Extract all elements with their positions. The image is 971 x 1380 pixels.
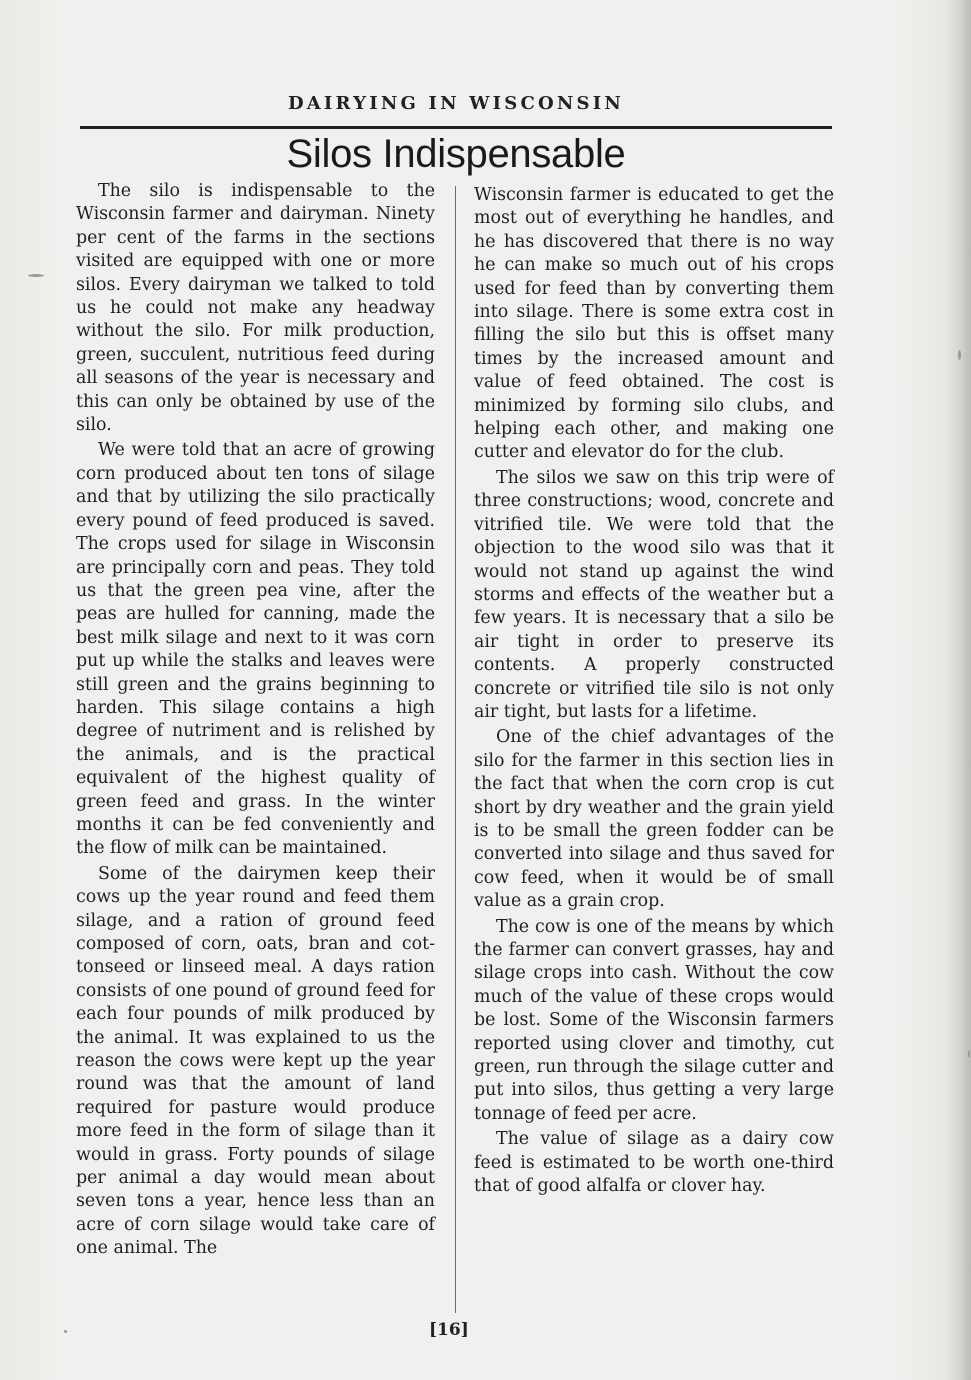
right-column xyxy=(474,184,834,1200)
paragraph: One of the chief advantages of the silo for the farmer in this section lies in the fact that when the corn crop is cut short by dry weather and the grain yield is to be small the green fodder can be converted into silage and thus saved for cow feed, when it would be of small value as a grain crop. xyxy=(474,727,834,912)
column-divider xyxy=(455,186,456,1313)
paragraph: The silos we saw on this trip were of three constructions; wood, concrete and vitrified tile. We were told that the objection to the wood silo was that it would not stand up against the wind storms and effects of the weather but a few years. It is necessary that a silo be air tight in order to preserve its contents. A properly constructed concrete or vitrified tile silo is not only air tight, but lasts for a lifetime. xyxy=(474,467,834,722)
paper-speck xyxy=(64,1330,67,1333)
paragraph: The value of silage as a dairy cow feed is estimated to be worth one-third that of good alfalfa or clover hay. xyxy=(474,1129,834,1197)
paragraph: We were told that an acre of growing corn produced about ten tons of silage and that by utilizing the silo practically every pound of feed produced is saved. The crops used for silage in Wisconsin are principally corn and peas. They told us that the green pea vine, after the peas are hulled for canning, made the best milk silage and next to it was corn put up while the stalks and leaves were still green and the grains beginning to harden. This silage contains a high degree of nutriment and is relished by the animals, and is the practical equivalent of the highest quality of green feed and grass. In the winter months it can be fed conveniently and the flow of milk can be maintained. xyxy=(76,440,435,859)
running-head: DAIRYING IN WISCONSIN xyxy=(287,93,625,114)
paper-speck xyxy=(968,1050,970,1058)
article-title: Silos Indispensable xyxy=(286,132,626,176)
paper-speck xyxy=(28,274,44,277)
paragraph: Some of the dairymen keep their cows up the year round and feed them silage, and a ration of ground feed composed of corn, oats, bran and cottonseed or linseed meal. A days ration consists of one pound of ground feed for each four pounds of milk produced by the animal. It was explained to us the reason the cows were kept up the year round was that the amount of land required for pasture would produce more feed in the form of silage than it would in grass. Forty pounds of silage per animal a day would mean about seven tons a year, hence less than an acre of corn silage would take care of one animal. The xyxy=(76,863,435,1259)
header-rule xyxy=(80,126,832,129)
paragraph: The silo is indispensable to the Wisconsin farmer and dairyman. Ninety per cent of the farms in the sections visited are equipped with one or more silos. Every dairyman we talked to told us he could not make any headway without the silo. For milk production, green, succulent, nutritious feed during all seasons of the year is necessary and this can only be obtained by use of the silo. xyxy=(76,181,435,436)
paragraph: Wisconsin farmer is educated to get the most out of everything he handles, and he has discovered that there is no way he can make so much out of his crops used for feed than by converting them into silage. There is some extra cost in filling the silo but this is offset many times by the increased amount and value of feed obtained. The cost is minimized by forming silo clubs, and helping each other, and making one cutter and elevator do for the club. xyxy=(474,185,834,463)
left-column xyxy=(76,180,435,1263)
page-edge-shadow xyxy=(945,0,971,1380)
paper-speck xyxy=(958,350,961,360)
paragraph: The cow is one of the means by which the farmer can convert grasses, hay and silage crops into cash. Without the cow much of the value of these crops would be lost. Some of the Wisconsin farmers reported using clover and timothy, cut green, run through the silage cutter and put into silos, thus getting a very large tonnage of feed per acre. xyxy=(474,916,834,1124)
page-number: [16] xyxy=(429,1320,469,1340)
